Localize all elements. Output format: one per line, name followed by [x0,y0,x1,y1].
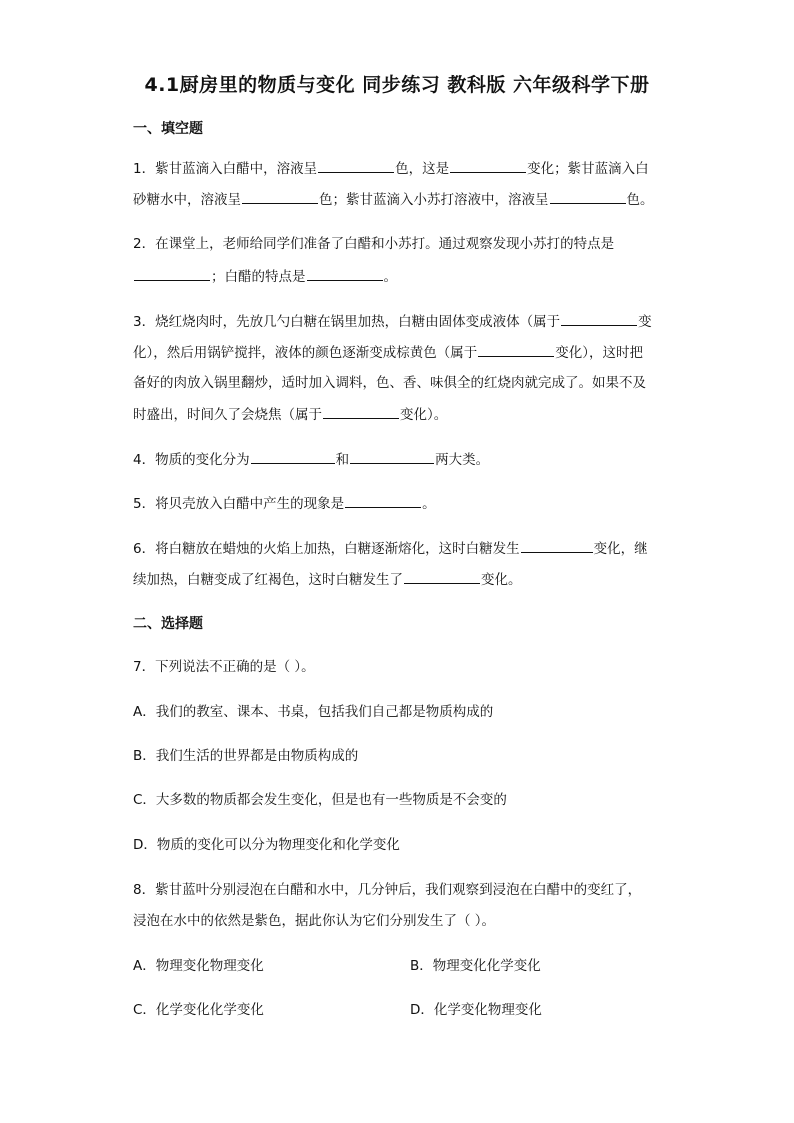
question-8-option-d[interactable]: D．化学变化物理变化 [410,1002,542,1018]
question-3-line-2: 化），然后用锅铲搅拌，液体的颜色逐渐变成棕黄色（属于 变化），这时把 [133,342,643,363]
answer-blank[interactable] [521,538,593,553]
question-7-option-a[interactable]: A．我们的教室、课本、书桌，包括我们自己都是物质构成的 [133,704,494,720]
question-5: 5．将贝壳放入白醋中产生的现象是 。 [133,493,436,514]
section-multiple-choice: 二、选择题 [133,616,203,632]
answer-blank[interactable] [318,158,394,173]
question-2-line-1: 2．在课堂上，老师给同学们准备了白醋和小苏打。通过观察发现小苏打的特点是 [133,236,615,252]
answer-blank[interactable] [350,449,434,464]
question-8-line-1: 8．紫甘蓝叶分别浸泡在白醋和水中，几分钟后，我们观察到浸泡在白醋中的变红了， [133,882,642,898]
question-4: 4．物质的变化分为 和 两大类。 [133,449,489,470]
question-3-line-4: 时盛出，时间久了会烧焦（属于 变化）。 [133,404,447,425]
section-fill-in: 一、填空题 [133,121,203,137]
question-7-stem: 7．下列说法不正确的是（ ）。 [133,659,315,675]
question-1-line-2: 砂糖水中，溶液呈 色；紫甘蓝滴入小苏打溶液中，溶液呈 色。 [133,189,654,210]
question-8-option-b[interactable]: B．物理变化化学变化 [410,958,541,974]
question-8-option-c[interactable]: C．化学变化化学变化 [133,1002,264,1018]
answer-blank[interactable] [345,493,421,508]
answer-blank[interactable] [307,266,383,281]
question-2-line-2: ；白醋的特点是 。 [133,266,397,287]
question-6-line-2: 续加热，白糖变成了红褐色，这时白糖发生了 变化。 [133,569,522,590]
answer-blank[interactable] [450,158,526,173]
page-title: 4.1厨房里的物质与变化 同步练习 教科版 六年级科学下册 [144,74,650,96]
answer-blank[interactable] [478,342,554,357]
question-8-line-2: 浸泡在水中的依然是紫色，据此你认为它们分别发生了（ ）。 [133,913,496,929]
question-8-option-a[interactable]: A．物理变化物理变化 [133,958,264,974]
answer-blank[interactable] [251,449,335,464]
question-1-line-1: 1．紫甘蓝滴入白醋中，溶液呈 色，这是 变化；紫甘蓝滴入白 [133,158,649,179]
question-7-option-b[interactable]: B．我们生活的世界都是由物质构成的 [133,748,359,764]
question-7-option-d[interactable]: D．物质的变化可以分为物理变化和化学变化 [133,837,400,853]
answer-blank[interactable] [561,311,637,326]
answer-blank[interactable] [550,189,626,204]
answer-blank[interactable] [242,189,318,204]
question-7-option-c[interactable]: C．大多数的物质都会发生变化，但是也有一些物质是不会变的 [133,792,507,808]
question-3-line-3: 备好的肉放入锅里翻炒，适时加入调料，色、香、味俱全的红烧肉就完成了。如果不及 [133,375,646,391]
question-6-line-1: 6．将白糖放在蜡烛的火焰上加热，白糖逐渐熔化，这时白糖发生 变化，继 [133,538,648,559]
answer-blank[interactable] [134,266,210,281]
question-3-line-1: 3．烧红烧肉时，先放几勺白糖在锅里加热，白糖由固体变成液体（属于 变 [133,311,652,332]
answer-blank[interactable] [404,569,480,584]
answer-blank[interactable] [323,404,399,419]
